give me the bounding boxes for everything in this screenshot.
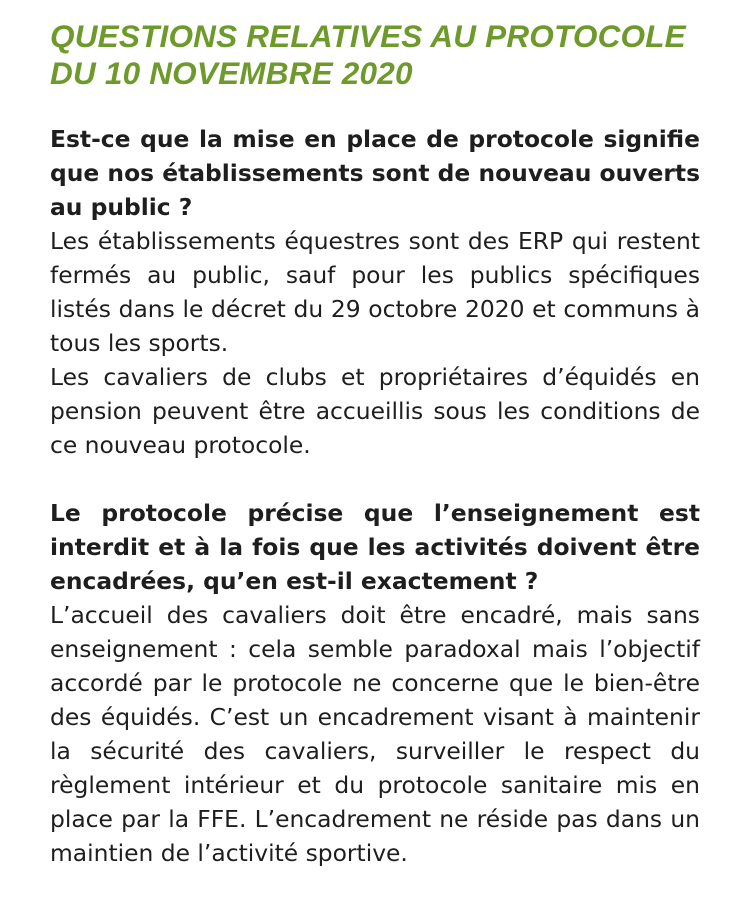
faq-section-2 — [50, 496, 700, 870]
faq-answer-1-paragraph-1: Les établissements équestres sont des ERP qui restent fermés au public, sauf pour les publics spécifiques listés dans le décret du 29 octobre 2020 et communs à tous les sports. — [50, 227, 700, 357]
faq-question-1: Est-ce que la mise en place de protocole signifie que nos établissements sont de nouveau ouverts au public ? — [50, 125, 700, 221]
faq-question-2: Le protocole précise que l’enseignement est interdit et à la fois que les activités doivent être encadrées, qu’en est-il exactement ? — [50, 499, 700, 595]
document-page — [50, 18, 700, 870]
faq-section-1 — [50, 122, 700, 462]
document-title — [50, 18, 700, 92]
faq-answer-1-paragraph-2: Les cavaliers de clubs et propriétaires d’équidés en pension peuvent être accueillis sous les conditions de ce nouveau protocole. — [50, 363, 700, 459]
title-line-2: DU 10 NOVEMBRE 2020 — [50, 55, 413, 91]
faq-answer-2-paragraph-1: L’accueil des cavaliers doit être encadré, mais sans enseignement : cela semble paradoxal mais l’objectif accordé par le protocole ne concerne que le bien-être des équidés. C’est un encadrement visant à maintenir la sécurité des cavaliers, surveiller le respect du règlement intérieur et du protocole sanitaire mis en place par la FFE. L’encadrement ne réside pas dans un maintien de l’activité sportive. — [50, 601, 700, 867]
title-line-1: QUESTIONS RELATIVES AU PROTOCOLE — [50, 18, 686, 54]
